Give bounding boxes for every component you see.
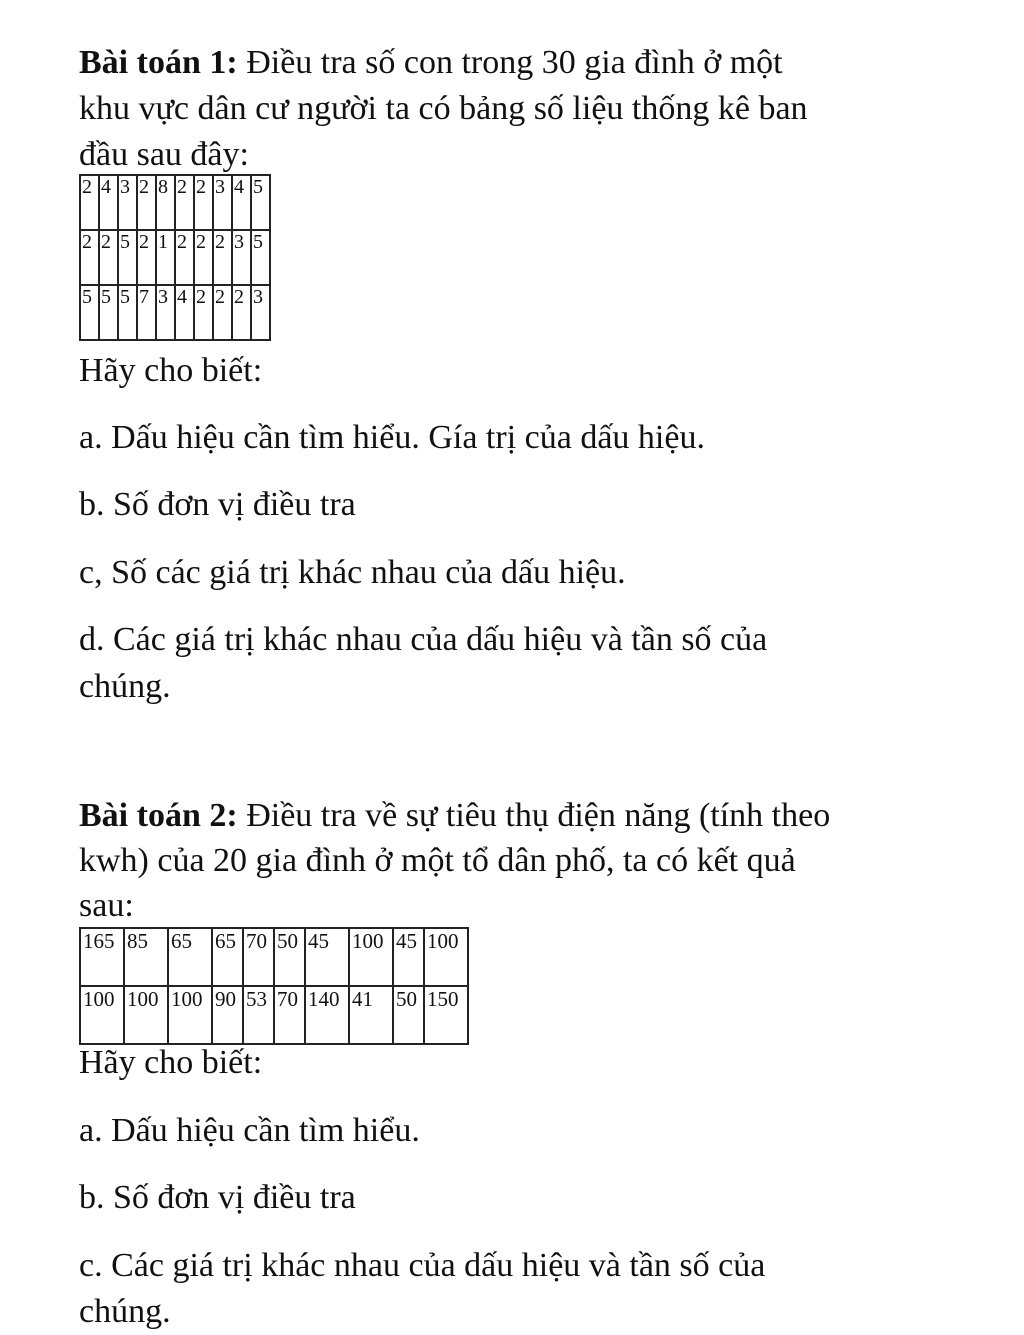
problem2-table-cell: 100 (349, 928, 393, 986)
problem2-table-cell: 65 (212, 928, 243, 986)
problem1-table-cell: 2 (99, 230, 118, 285)
problem1-table-cell: 1 (156, 230, 175, 285)
problem1-table-cell: 2 (232, 285, 251, 340)
problem2-table-cell: 165 (80, 928, 124, 986)
problem2-intro-line2: kwh) của 20 gia đình ở một tổ dân phố, ta có kết quả (79, 842, 796, 879)
problem1-table-cell: 5 (99, 285, 118, 340)
problem1-table-row (80, 175, 270, 230)
problem2-question-a: a. Dấu hiệu cần tìm hiểu. (79, 1112, 420, 1149)
problem1-table-cell: 2 (137, 230, 156, 285)
problem1-intro-line1: Bài toán 1: Điều tra số con trong 30 gia đình ở một (79, 44, 783, 81)
problem1-table-cell: 4 (232, 175, 251, 230)
problem2-table-cell: 150 (424, 986, 468, 1044)
problem2-table-cell: 53 (243, 986, 274, 1044)
problem1-table-cell: 2 (80, 175, 99, 230)
problem2-data-table (79, 927, 469, 1045)
problem2-table-cell: 41 (349, 986, 393, 1044)
problem2-question-b: b. Số đơn vị điều tra (79, 1179, 356, 1216)
problem2-table-row (80, 986, 468, 1044)
problem1-table-cell: 7 (137, 285, 156, 340)
problem1-table-cell: 5 (251, 230, 270, 285)
problem1-table-cell: 3 (213, 175, 232, 230)
problem1-table-cell: 3 (156, 285, 175, 340)
problem1-table-cell: 3 (118, 175, 137, 230)
problem2-table-cell: 45 (393, 928, 424, 986)
problem1-table-cell: 5 (118, 285, 137, 340)
problem1-intro-line2: khu vực dân cư người ta có bảng số liệu thống kê ban (79, 90, 808, 127)
problem1-intro-line3: đầu sau đây: (79, 136, 249, 173)
problem2-question-c-line2: chúng. (79, 1293, 171, 1330)
problem1-table-cell: 2 (194, 230, 213, 285)
problem2-table-cell: 100 (424, 928, 468, 986)
problem2-table-cell: 65 (168, 928, 212, 986)
problem2-intro-line3: sau: (79, 887, 134, 924)
problem1-table-cell: 5 (80, 285, 99, 340)
problem2-prompt: Hãy cho biết: (79, 1044, 263, 1081)
problem2-table-row (80, 928, 468, 986)
problem2-table-cell: 100 (124, 986, 168, 1044)
problem1-table-cell: 5 (118, 230, 137, 285)
problem2-table-cell: 70 (274, 986, 305, 1044)
problem1-table-cell: 4 (175, 285, 194, 340)
problem1-table-cell: 8 (156, 175, 175, 230)
problem2-table-cell: 90 (212, 986, 243, 1044)
problem1-table-cell: 2 (213, 230, 232, 285)
problem1-table-cell: 2 (194, 175, 213, 230)
problem1-table-cell: 2 (137, 175, 156, 230)
problem1-question-b: b. Số đơn vị điều tra (79, 486, 356, 523)
problem1-question-d-line1: d. Các giá trị khác nhau của dấu hiệu và tần số của (79, 621, 768, 658)
problem2-heading: Bài toán 2: (79, 797, 238, 834)
problem1-question-d-line2: chúng. (79, 668, 171, 705)
problem2-table-cell: 140 (305, 986, 349, 1044)
problem2-intro-line1: Bài toán 2: Điều tra về sự tiêu thụ điện năng (tính theo (79, 797, 831, 834)
problem2-table-cell: 50 (274, 928, 305, 986)
problem1-table-row (80, 230, 270, 285)
problem1-data-table (79, 174, 271, 341)
problem2-question-c-line1: c. Các giá trị khác nhau của dấu hiệu và tần số của (79, 1247, 766, 1284)
problem1-table-row (80, 285, 270, 340)
problem2-table-cell: 85 (124, 928, 168, 986)
problem1-prompt: Hãy cho biết: (79, 352, 263, 389)
problem1-table-cell: 5 (251, 175, 270, 230)
problem1-table-cell: 2 (194, 285, 213, 340)
problem1-table-cell: 2 (175, 175, 194, 230)
problem1-question-a: a. Dấu hiệu cần tìm hiểu. Gía trị của dấu hiệu. (79, 419, 705, 456)
problem2-table-cell: 100 (168, 986, 212, 1044)
problem1-table-cell: 4 (99, 175, 118, 230)
problem1-table-cell: 3 (232, 230, 251, 285)
problem1-question-c: c, Số các giá trị khác nhau của dấu hiệu. (79, 554, 626, 591)
problem1-table-cell: 2 (175, 230, 194, 285)
problem2-table-cell: 70 (243, 928, 274, 986)
problem1-heading: Bài toán 1: (79, 44, 238, 81)
problem1-table-cell: 2 (213, 285, 232, 340)
problem2-table-cell: 100 (80, 986, 124, 1044)
problem1-table-cell: 2 (80, 230, 99, 285)
problem2-table-cell: 50 (393, 986, 424, 1044)
problem1-table-cell: 3 (251, 285, 270, 340)
problem2-table-cell: 45 (305, 928, 349, 986)
